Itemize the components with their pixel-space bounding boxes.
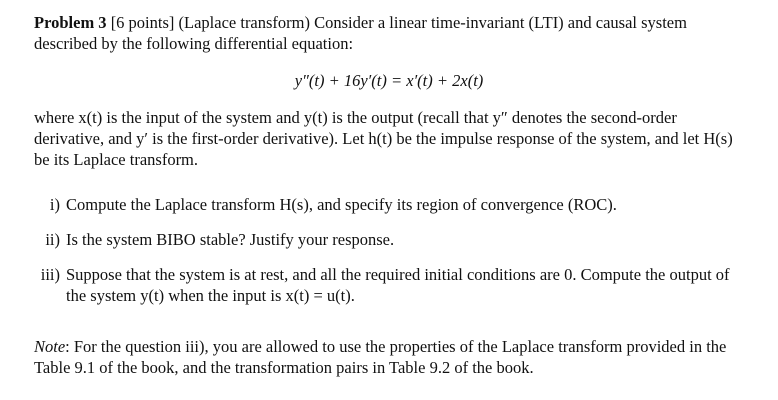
note-paragraph bbox=[34, 336, 744, 378]
problem-heading: Problem 3 bbox=[34, 13, 107, 32]
question-label: iii) bbox=[40, 265, 60, 284]
problem-intro-text: (Laplace transform) Consider a linear time-invariant (LTI) and causal system described by the following differential equation: bbox=[34, 13, 687, 53]
problem-description: where x(t) is the input of the system and y(t) is the output (recall that y″ denotes the second-order derivative, and y′ is the first-order derivative). Let h(t) be the impulse response of the system, and let H(s) be its Laplace transform. bbox=[34, 108, 733, 169]
question-label: i) bbox=[49, 195, 60, 214]
differential-equation: y″(t) + 16y′(t) = x′(t) + 2x(t) bbox=[294, 71, 484, 90]
question-item bbox=[34, 264, 744, 306]
question-text: Compute the Laplace transform H(s), and specify its region of convergence (ROC). bbox=[66, 195, 617, 214]
question-item bbox=[34, 229, 744, 250]
question-label: ii) bbox=[45, 230, 60, 249]
problem-points: [6 points] bbox=[110, 13, 175, 32]
note-text: : For the question iii), you are allowed to use the properties of the Laplace transform provided in the Table 9.1 of the book, and the transformation pairs in Table 9.2 of the book. bbox=[34, 337, 727, 377]
question-text: Is the system BIBO stable? Justify your response. bbox=[66, 230, 395, 249]
problem-intro bbox=[34, 12, 744, 54]
question-item bbox=[34, 194, 744, 215]
question-text: Suppose that the system is at rest, and all the required initial conditions are 0. Compute the output of the system y(t) when the input is x(t) = u(t). bbox=[66, 265, 730, 305]
question-list bbox=[34, 194, 744, 306]
note-lead: Note bbox=[34, 337, 66, 356]
